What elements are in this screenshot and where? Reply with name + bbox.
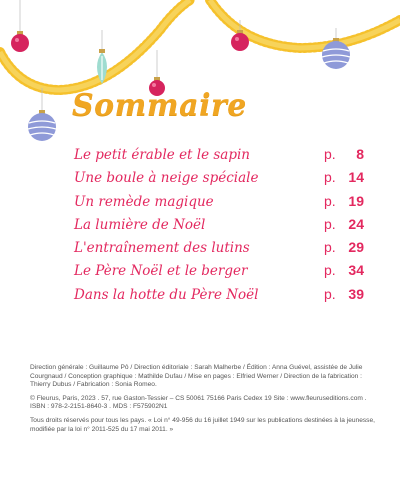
- toc-entry[interactable]: [74, 262, 364, 285]
- toc-entry-title: Dans la hotte du Père Noël: [74, 286, 259, 303]
- toc-entry-title: L'entraînement des lutins: [74, 240, 250, 257]
- toc-entry-page: p. 14: [324, 169, 364, 186]
- toc-entry-page: p. 19: [324, 192, 364, 209]
- toc-entry-page: p. 24: [324, 215, 364, 232]
- table-of-contents: [74, 146, 364, 309]
- page-title: Sommaire: [72, 88, 247, 123]
- toc-entry[interactable]: [74, 286, 364, 309]
- toc-entry[interactable]: [74, 169, 364, 192]
- toc-entry-title: La lumière de Noël: [74, 216, 206, 233]
- toc-entry-title: Un remède magique: [74, 193, 214, 210]
- toc-entry[interactable]: [74, 216, 364, 239]
- toc-entry[interactable]: [74, 193, 364, 216]
- toc-entry-page: p. 39: [324, 285, 364, 302]
- credits-block: [30, 364, 380, 439]
- credits-copyright: © Fleurus, Paris, 2023 . 57, rue Gaston-Tessier – CS 50061 75166 Paris Cedex 19 Site : www.fleuruseditions.com . ISBN : 978-2-2151-8640-3 . MDS : F575902N1: [30, 394, 367, 411]
- credits-rights: Tous droits réservés pour tous les pays. « Loi n° 49-956 du 16 juillet 1949 sur les publications destinées à la jeunesse, modifiée par la loi n° 2011-525 du 17 mai 2011. »: [30, 416, 375, 433]
- toc-entry-page: p. 34: [324, 262, 364, 279]
- red-ornament-icon: [11, 31, 29, 52]
- toc-entry-page: p. 29: [324, 239, 364, 256]
- toc-entry-title: Le petit érable et le sapin: [74, 147, 251, 163]
- toc-entry[interactable]: [74, 239, 364, 262]
- toc-entry-title: Le Père Noël et le berger: [74, 263, 248, 280]
- credits-direction: Direction générale : Guillaume Pô / Direction éditoriale : Sarah Malherbe / Édition : Anna Guével, assistée de Julie Courgnaud / Conception graphique : Mathilde Dufau / Mise en pages : Elfried Werner / Direction de la fabrication : Thierry Dubus / Fabrication : Sonia Romeo.: [30, 364, 363, 389]
- blue-ornament-icon: [28, 110, 56, 141]
- toc-entry-page: p. 8: [324, 146, 364, 162]
- toc-entry-title: Une boule à neige spéciale: [74, 170, 259, 187]
- toc-entry[interactable]: [74, 146, 364, 169]
